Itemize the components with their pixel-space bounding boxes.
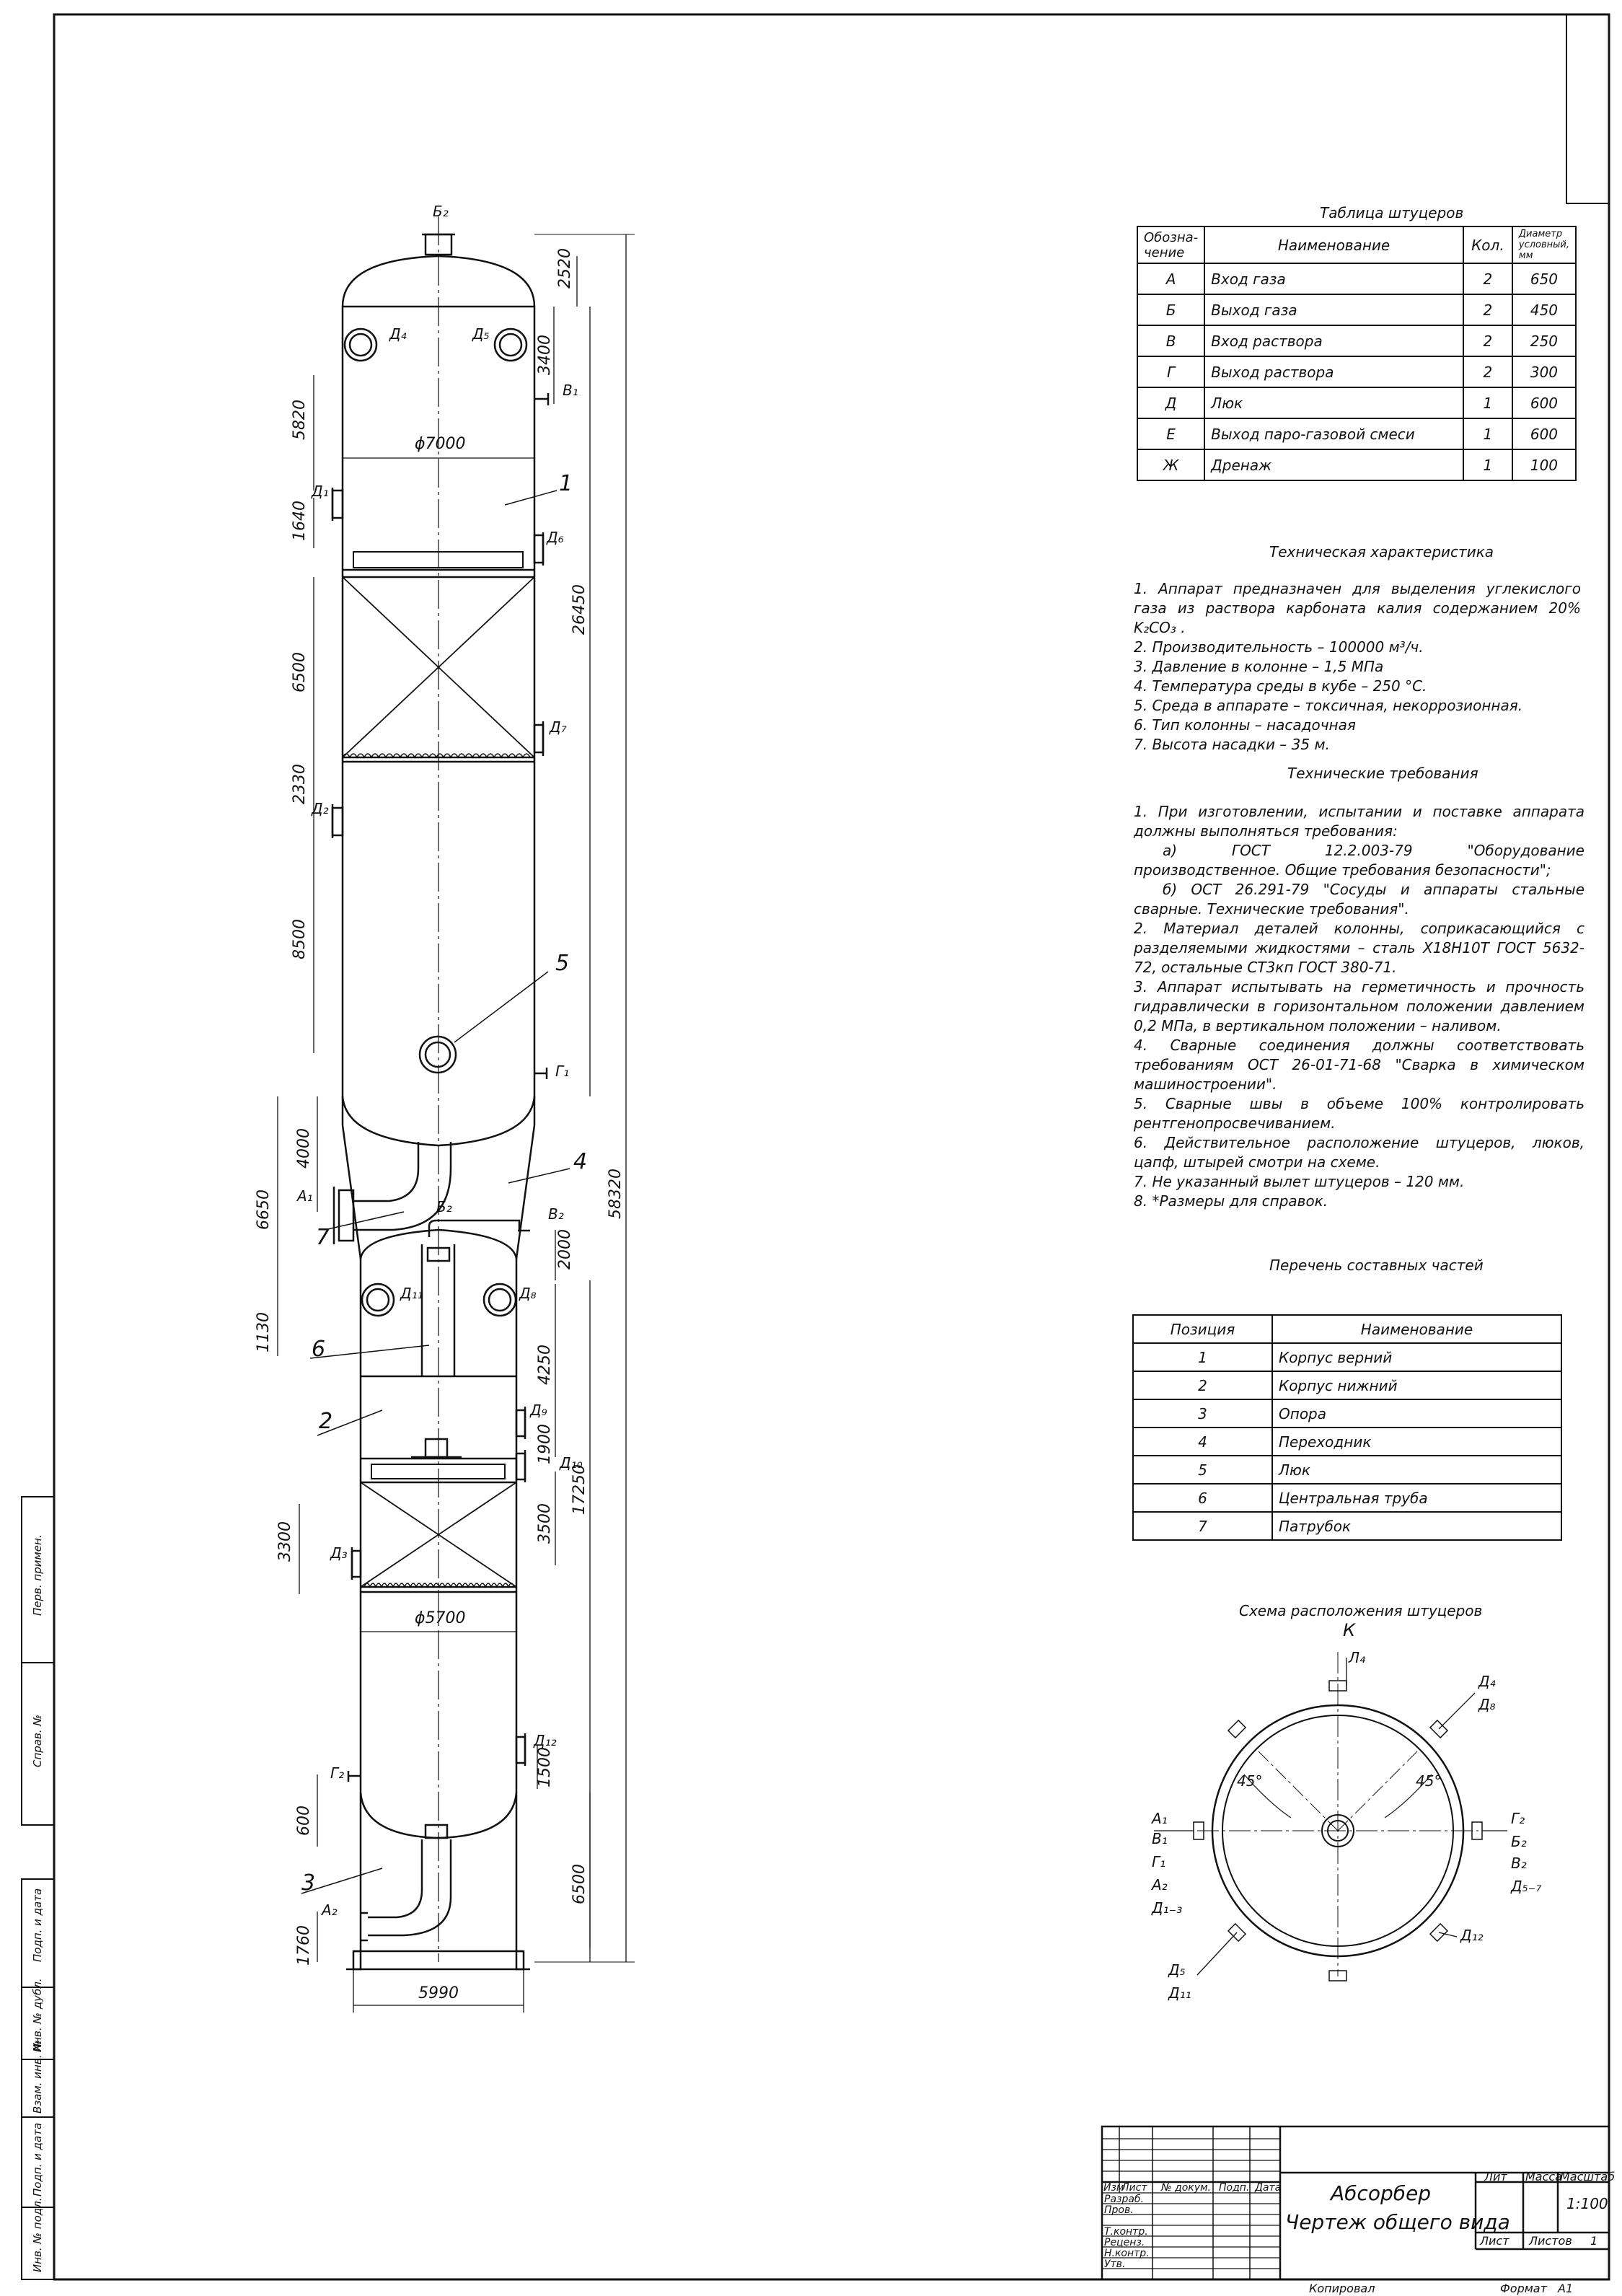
callout-4: 4 <box>573 1149 588 1174</box>
scheme-right-2: В₂ <box>1511 1855 1527 1872</box>
tech-req-line: 5. Сварные швы в объеме 100% контролировать рентгенопросвечиванием. <box>1134 1095 1584 1132</box>
table-row <box>1137 325 1576 356</box>
table-row <box>1137 226 1576 263</box>
nozzle-cell: 650 <box>1512 263 1576 294</box>
table-row <box>1133 1456 1561 1484</box>
strip-perv: Перв. примен. <box>31 1534 44 1616</box>
scheme-bl-b: Д₁₁ <box>1168 1984 1191 2002</box>
dim-r-17250: 17250 <box>570 1464 589 1515</box>
scheme-angle-l: 45° <box>1237 1772 1263 1790</box>
dim-l-8500: 8500 <box>291 919 309 959</box>
nozzle-cell: Выход газа <box>1204 294 1463 325</box>
table-row <box>1137 263 1576 294</box>
label-v1: В₁ <box>563 382 578 399</box>
parts-cell: Люк <box>1272 1456 1561 1484</box>
table-row <box>1137 294 1576 325</box>
nozzle-cell: 100 <box>1512 449 1576 480</box>
tech-req-line: 3. Аппарат испытывать на герметичность и прочность гидравлически в горизонтальном положении давлением 0,2 МПа, в вертикальном положении – наливом. <box>1134 978 1584 1034</box>
table-row <box>1133 1399 1561 1428</box>
table-row <box>1133 1343 1561 1371</box>
table-row <box>1133 1428 1561 1456</box>
tech-char-line: 4. Температура среды в кубе – 250 °С. <box>1134 677 1427 695</box>
parts-header-pos: Позиция <box>1133 1315 1272 1343</box>
nozzle-header-name: Наименование <box>1204 226 1463 263</box>
stamp-copied: Копировал <box>1309 2282 1375 2295</box>
strip-sprav: Справ. № <box>31 1715 44 1767</box>
label-d8: Д₈ <box>519 1285 537 1302</box>
tech-req-line: 6. Действительное расположение штуцеров, люков, цапф, штырей смотри на схеме. <box>1134 1134 1584 1171</box>
label-g1: Г₁ <box>555 1063 570 1080</box>
stamp-list-col: Лист <box>1121 2182 1147 2194</box>
role-recenz: Реценз. <box>1104 2237 1145 2248</box>
label-d1: Д₁ <box>312 483 329 500</box>
nozzle-header-designation: Обозна-чение <box>1137 226 1204 263</box>
table-row <box>1137 356 1576 387</box>
nozzle-header-qty: Кол. <box>1463 226 1512 263</box>
dim-r-2520: 2520 <box>556 248 574 289</box>
stamp-title2: Чертеж общего вида <box>1285 2210 1510 2234</box>
nozzle-table-title: Таблица штуцеров <box>1320 204 1464 221</box>
parts-cell: 3 <box>1133 1399 1272 1428</box>
table-row <box>1137 387 1576 418</box>
dim-l-6500: 6500 <box>291 652 309 692</box>
scheme-left-4: Д₁₋₃ <box>1152 1899 1183 1917</box>
scheme-left-2: Г₁ <box>1152 1853 1166 1870</box>
scheme-top-letter: К <box>1343 1620 1356 1640</box>
label-d10: Д₁₀ <box>560 1454 583 1472</box>
dim-l-6650: 6650 <box>255 1189 273 1230</box>
scheme-bottom-right: Д₁₂ <box>1460 1927 1484 1944</box>
nozzle-table <box>1137 226 1577 481</box>
tech-char-line: 2. Производительность – 100000 м³/ч. <box>1134 638 1424 656</box>
nozzle-cell: 2 <box>1463 294 1512 325</box>
tech-req-line: 8. *Размеры для справок. <box>1134 1192 1328 1210</box>
callout-2: 2 <box>319 1409 333 1434</box>
nozzle-cell: 1 <box>1463 418 1512 449</box>
dim-r-4250: 4250 <box>536 1345 554 1385</box>
dim-d-bottom: ϕ5700 <box>415 1609 466 1627</box>
parts-table-title: Перечень составных частей <box>1269 1257 1484 1274</box>
role-razrab: Разраб. <box>1104 2194 1145 2205</box>
tech-char-line: 5. Среда в аппарате – токсичная, некоррозионная. <box>1134 697 1523 714</box>
nozzle-scheme <box>1154 1652 1507 1981</box>
label-d7: Д₇ <box>550 718 567 736</box>
nozzle-cell: Вход раствора <box>1204 325 1463 356</box>
dimension-lines <box>278 234 635 2013</box>
label-a1: А₁ <box>297 1187 313 1205</box>
dim-l-600: 600 <box>295 1805 313 1836</box>
strip-podp1: Подп. и дата <box>31 1888 44 1962</box>
tech-req-list <box>1134 802 1584 1211</box>
nozzle-cell: 2 <box>1463 325 1512 356</box>
stamp-izm: Изм <box>1103 2182 1124 2194</box>
label-g2: Г₂ <box>330 1764 345 1782</box>
stamp-scale: Масштаб <box>1560 2170 1616 2183</box>
stamp-format: Формат <box>1500 2282 1547 2295</box>
scheme-tr-b: Д₈ <box>1478 1696 1496 1713</box>
strip-vzam: Взам. инв. № <box>31 2040 44 2114</box>
nozzle-cell: 2 <box>1463 356 1512 387</box>
scheme-right-3: Д₅₋₇ <box>1511 1878 1542 1895</box>
dim-r-2000: 2000 <box>556 1229 574 1270</box>
scheme-right-0: Г₂ <box>1511 1810 1525 1827</box>
dim-l-1130: 1130 <box>255 1312 273 1352</box>
tech-char-title: Техническая характеристика <box>1269 543 1494 560</box>
tech-char-line: 3. Давление в колонне – 1,5 МПа <box>1134 658 1384 675</box>
nozzle-cell: Д <box>1137 387 1204 418</box>
scheme-left-1: В₁ <box>1152 1830 1168 1847</box>
dim-r-1500: 1500 <box>536 1747 554 1787</box>
parts-cell: 5 <box>1133 1456 1272 1484</box>
nozzle-cell: В <box>1137 325 1204 356</box>
label-d5: Д₅ <box>472 325 490 343</box>
stamp-lit: Лит <box>1484 2170 1507 2183</box>
role-tkontr: Т.контр. <box>1104 2226 1148 2238</box>
label-d4: Д₄ <box>389 325 407 343</box>
nozzle-cell: Г <box>1137 356 1204 387</box>
table-row <box>1133 1315 1561 1343</box>
dim-r-3500: 3500 <box>536 1503 554 1544</box>
dim-r-6500: 6500 <box>570 1864 589 1904</box>
nozzle-cell: 2 <box>1463 263 1512 294</box>
parts-header-name: Наименование <box>1272 1315 1561 1343</box>
table-row <box>1137 449 1576 480</box>
nozzle-cell: А <box>1137 263 1204 294</box>
label-d11: Д₁₁ <box>400 1285 423 1302</box>
stamp-sheets-val: 1 <box>1590 2234 1598 2248</box>
stamp-ndoc: № докум. <box>1161 2182 1212 2194</box>
nozzle-cell: 450 <box>1512 294 1576 325</box>
dim-l-1760: 1760 <box>295 1925 313 1966</box>
dim-r-1900: 1900 <box>536 1424 554 1464</box>
tech-req-line: а) ГОСТ 12.2.003-79 "Оборудование производственное. Общие требования безопасности"; <box>1134 842 1584 879</box>
parts-cell: 4 <box>1133 1428 1272 1456</box>
role-utv: Утв. <box>1104 2258 1126 2270</box>
nozzle-cell: Дренаж <box>1204 449 1463 480</box>
stamp-format-val: А1 <box>1558 2282 1574 2295</box>
parts-cell: Корпус верний <box>1272 1343 1561 1371</box>
dim-l-1640: 1640 <box>291 501 309 541</box>
parts-cell: Патрубок <box>1272 1512 1561 1540</box>
strip-podp2: Подп. и дата <box>31 2122 44 2196</box>
tech-req-line: б) ОСТ 26.291-79 "Сосуды и аппараты стальные сварные. Технические требования". <box>1134 881 1584 918</box>
dim-r-26450: 26450 <box>570 584 589 635</box>
table-row <box>1137 418 1576 449</box>
nozzle-cell: Ж <box>1137 449 1204 480</box>
nozzle-cell: Б <box>1137 294 1204 325</box>
nozzle-cell: 250 <box>1512 325 1576 356</box>
nozzle-cell: 600 <box>1512 387 1576 418</box>
dim-d-top: ϕ7000 <box>415 435 466 453</box>
callout-7: 7 <box>316 1225 330 1250</box>
dim-r-58320: 58320 <box>607 1169 625 1219</box>
parts-cell: 1 <box>1133 1343 1272 1371</box>
table-row <box>1133 1371 1561 1399</box>
scheme-top: Л₄ <box>1349 1649 1366 1666</box>
stamp-scale-val: 1:100 <box>1566 2195 1608 2212</box>
scheme-left-0: А₁ <box>1152 1810 1168 1827</box>
scheme-right-1: Б₂ <box>1511 1833 1527 1850</box>
nozzle-cell: 1 <box>1463 449 1512 480</box>
label-v2: В₂ <box>548 1205 564 1223</box>
parts-cell: 2 <box>1133 1371 1272 1399</box>
parts-cell: 7 <box>1133 1512 1272 1540</box>
tech-char-line: 6. Тип колонны – насадочная <box>1134 716 1356 734</box>
label-b2-mid: Б₂ <box>436 1198 452 1215</box>
nozzle-cell: Люк <box>1204 387 1463 418</box>
role-prov: Пров. <box>1104 2204 1134 2216</box>
parts-cell: Корпус нижний <box>1272 1371 1561 1399</box>
corner-box <box>1566 14 1609 203</box>
table-row <box>1133 1484 1561 1512</box>
parts-table <box>1132 1314 1562 1541</box>
label-d9: Д₉ <box>530 1402 547 1419</box>
column-drawing <box>332 216 548 1969</box>
table-row <box>1133 1512 1561 1540</box>
scheme-bl-a: Д₅ <box>1168 1961 1186 1979</box>
tech-req-line: 1. При изготовлении, испытании и поставке аппарата должны выполняться требования: <box>1134 803 1584 840</box>
tech-req-line: 4. Сварные соединения должны соответствовать требованиям ОСТ 26-01-71-68 "Сварка в химическом машиностроении". <box>1134 1037 1584 1093</box>
role-nkontr: Н.контр. <box>1104 2248 1150 2259</box>
label-a2: А₂ <box>322 1901 338 1919</box>
stamp-sheets: Листов <box>1529 2234 1572 2248</box>
dim-l-2330: 2330 <box>291 764 309 804</box>
tech-char-line: 7. Высота насадки – 35 м. <box>1134 736 1330 753</box>
parts-cell: Центральная труба <box>1272 1484 1561 1512</box>
nozzle-cell: 1 <box>1463 387 1512 418</box>
stamp-podp: Подп. <box>1219 2182 1250 2194</box>
stamp-date: Дата <box>1255 2182 1282 2194</box>
nozzle-cell: Вход газа <box>1204 263 1463 294</box>
stamp-sheet: Лист <box>1480 2234 1509 2248</box>
tech-char-list <box>1134 579 1581 755</box>
scheme-tr-a: Д₄ <box>1478 1673 1496 1690</box>
dim-base: 5990 <box>418 1984 459 2002</box>
scheme-title: Схема расположения штуцеров <box>1239 1602 1483 1619</box>
label-d6: Д₆ <box>547 529 564 546</box>
scheme-left-3: А₂ <box>1152 1876 1168 1893</box>
scheme-angle-r: 45° <box>1416 1772 1442 1790</box>
stamp-mass: Масса <box>1525 2170 1563 2183</box>
callout-1: 1 <box>559 471 573 496</box>
dim-l-3300: 3300 <box>276 1521 294 1562</box>
callout-5: 5 <box>555 951 570 976</box>
callout-3: 3 <box>301 1870 316 1896</box>
callout-6: 6 <box>312 1337 326 1362</box>
dim-l-4000: 4000 <box>295 1128 313 1169</box>
parts-cell: Переходник <box>1272 1428 1561 1456</box>
parts-cell: Опора <box>1272 1399 1561 1428</box>
label-d3: Д₃ <box>330 1544 348 1562</box>
nozzle-cell: 300 <box>1512 356 1576 387</box>
dim-l-5820: 5820 <box>291 400 309 440</box>
nozzle-cell: Выход паро-газовой смеси <box>1204 418 1463 449</box>
dim-r-3400: 3400 <box>536 335 554 375</box>
nozzle-header-diam: Диаметр условный, мм <box>1512 226 1576 263</box>
strip-inv-dubl: Инв. № дубл. <box>31 1978 44 2052</box>
nozzle-cell: 600 <box>1512 418 1576 449</box>
label-d12: Д₁₂ <box>534 1732 557 1749</box>
label-b2-top: Б₂ <box>433 203 449 220</box>
parts-cell: 6 <box>1133 1484 1272 1512</box>
strip-inv-podl: Инв. № подл. <box>31 2197 44 2272</box>
stamp-title1: Абсорбер <box>1331 2181 1431 2205</box>
tech-req-line: 7. Не указанный вылет штуцеров – 120 мм. <box>1134 1173 1465 1190</box>
nozzle-cell: Е <box>1137 418 1204 449</box>
tech-req-title: Технические требования <box>1287 765 1478 782</box>
label-d2: Д₂ <box>312 800 329 817</box>
tech-char-line: 1. Аппарат предназначен для выделения углекислого газа из раствора карбоната калия содержанием 20% K₂CO₃ . <box>1134 580 1581 636</box>
nozzle-cell: Выход раствора <box>1204 356 1463 387</box>
tech-req-line: 2. Материал деталей колонны, соприкасающийся с разделяемыми жидкостями – сталь Х18Н10Т ГОСТ 5632-72, остальные СТ3кп ГОСТ 380-71. <box>1134 920 1584 976</box>
